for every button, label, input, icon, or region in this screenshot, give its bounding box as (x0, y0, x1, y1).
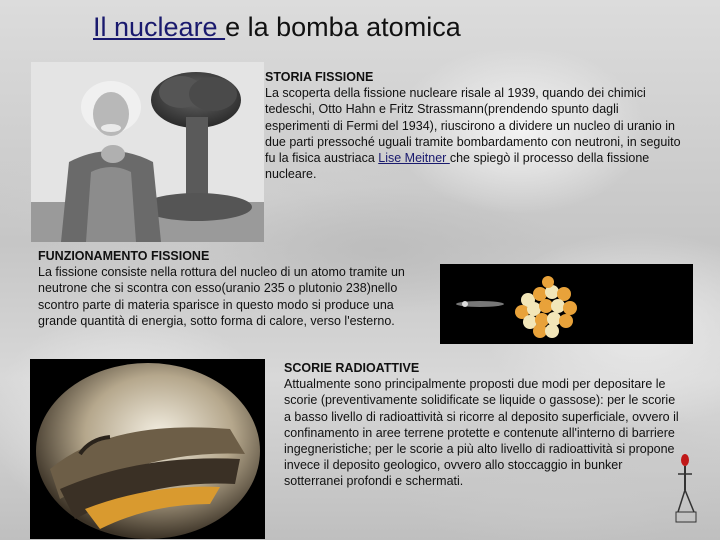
scorie-text: Attualmente sono principalmente proposti due modi per depositare le scorie (preventivamente solidificate se liquide o gassose): per le scorie a basso livello di radioattività si ricorre al deposito superficiale, ovvero il confinamento in aree terrene protette e contenute all'interno di barriere ingegneristiche; per le scorie a più alto livello di radioattività si propone invece il deposito geologico, ovvero allo stoccaggio in bunker sotterranei profondi e schermati. (284, 377, 679, 489)
title-link[interactable]: Il nucleare (93, 12, 226, 42)
einstein-mushroom-cloud-image (31, 62, 264, 242)
funzionamento-heading: FUNZIONAMENTO FISSIONE (38, 249, 210, 263)
storia-section (265, 69, 685, 182)
nucleus-image (440, 264, 693, 344)
waste-storage-cave-image (30, 359, 265, 539)
page-title (93, 12, 461, 43)
lise-meitner-link[interactable]: Lise Meitner (378, 151, 450, 166)
scorie-heading: SCORIE RADIOATTIVE (284, 361, 420, 375)
storia-text-after: che spiegò il processo della fissione nucleare. (265, 151, 650, 182)
funzionamento-text: La fissione consiste nella rottura del nucleo di un atomo tramite un neutrone che si scontra con esso(uranio 235 o plutonio 238)nello scontro parte di materia sparisce in questo modo si produce una grande quantità di energia, sotto forma di calore, verso l'esterno. (38, 265, 405, 328)
storia-heading: STORIA FISSIONE (265, 70, 374, 84)
funzionamento-section (38, 248, 436, 329)
title-rest: e la bomba atomica (225, 12, 461, 42)
stick-figure-decoration (670, 452, 700, 527)
storia-text-before: La scoperta della fissione nucleare risale al 1939, quando dei chimici tedeschi, Otto Hahn e Fritz Strassmann(prendendo spunto dagli esperimenti di Fermi del 1934), riuscirono a dividere un nucleo di uranio in due parti pressoché uguali tramite bombardamento con neutroni, in seguito fu la fisica austriaca (265, 86, 681, 166)
scorie-section (284, 360, 684, 490)
